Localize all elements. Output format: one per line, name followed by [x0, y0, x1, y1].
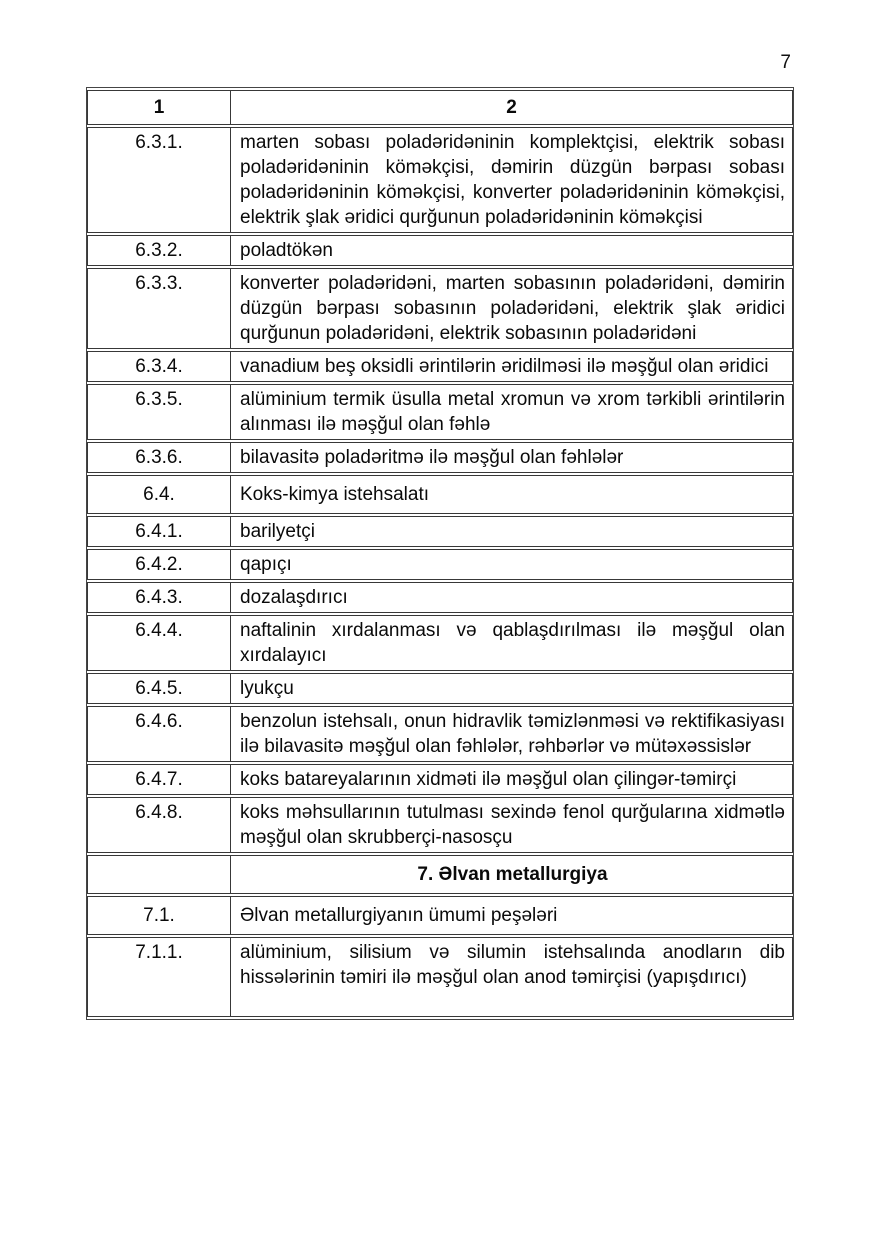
table-row — [87, 673, 793, 704]
row-text: alüminium termik üsulla metal xromun və xrom tərkibli ərintilərin alınması ilə məşğul olan fəhlə — [230, 384, 793, 440]
table-row — [87, 268, 793, 349]
table-row — [87, 384, 793, 440]
column-header-2: 2 — [230, 90, 793, 125]
table-row — [87, 896, 793, 935]
professions-table — [86, 87, 794, 1020]
column-header-1: 1 — [87, 90, 230, 125]
row-number: 6.4.4. — [87, 615, 230, 671]
table-row — [87, 549, 793, 580]
row-text: marten sobası poladəridəninin komplektçisi, elektrik sobası poladəridəninin köməkçisi, dəmirin düzgün bərpası sobası poladəridəninin köməkçisi, konverter poladəridəninin köməkçisi, elektrik şlak əridici qurğunun poladəridəninin köməkçisi — [230, 127, 793, 233]
table-row — [87, 516, 793, 547]
table-row — [87, 235, 793, 266]
row-text: barilyetçi — [230, 516, 793, 547]
row-number: 6.3.5. — [87, 384, 230, 440]
table-row — [87, 442, 793, 473]
row-text: naftalinin xırdalanması və qablaşdırılması ilə məşğul olan xırdalayıcı — [230, 615, 793, 671]
row-number: 6.4.2. — [87, 549, 230, 580]
page-number: 7 — [780, 52, 791, 73]
row-number: 6.4. — [87, 475, 230, 514]
table-row — [87, 937, 793, 1017]
row-text: dozalaşdırıcı — [230, 582, 793, 613]
table-row — [87, 797, 793, 853]
row-text: Əlvan metallurgiyanın ümumi peşələri — [230, 896, 793, 935]
row-number: 6.4.3. — [87, 582, 230, 613]
row-number: 6.3.1. — [87, 127, 230, 233]
table-row — [87, 764, 793, 795]
row-number: 6.3.6. — [87, 442, 230, 473]
section-header-row — [87, 855, 793, 894]
row-text: qapıçı — [230, 549, 793, 580]
section-title: 7. Əlvan metallurgiya — [230, 855, 793, 894]
table-row — [87, 475, 793, 514]
row-number: 7.1. — [87, 896, 230, 935]
table-row — [87, 706, 793, 762]
row-text: lyukçu — [230, 673, 793, 704]
row-text: koks batareyalarının xidməti ilə məşğul olan çilingər-təmirçi — [230, 764, 793, 795]
row-number: 6.3.3. — [87, 268, 230, 349]
table-row — [87, 351, 793, 382]
row-text: benzolun istehsalı, onun hidravlik təmizlənməsi və rektifikasiyası ilə bilavasitə məşğul olan fəhlələr, rəhbərlər və mütəxəssislər — [230, 706, 793, 762]
row-text: vanadiuм beş oksidli ərintilərin əridilməsi ilə məşğul olan əridici — [230, 351, 793, 382]
row-text: alüminium, silisium və silumin istehsalında anodların dib hissələrinin təmiri ilə məşğul olan anod təmirçisi (yapışdırıcı) — [230, 937, 793, 1017]
table-row — [87, 127, 793, 233]
row-number: 6.4.5. — [87, 673, 230, 704]
row-text: bilavasitə poladəritmə ilə məşğul olan fəhlələr — [230, 442, 793, 473]
row-text: Koks-kimya istehsalatı — [230, 475, 793, 514]
row-text: konverter poladəridəni, marten sobasının poladəridəni, dəmirin düzgün bərpası sobasının poladəridəni, elektrik şlak əridici qurğunun poladəridəni, elektrik sobasının poladəridəni — [230, 268, 793, 349]
row-number — [87, 855, 230, 894]
row-number: 6.4.7. — [87, 764, 230, 795]
row-text: koks məhsullarının tutulması sexində fenol qurğularına xidmətlə məşğul olan skrubberçi-nasosçu — [230, 797, 793, 853]
row-number: 6.4.6. — [87, 706, 230, 762]
row-number: 6.3.2. — [87, 235, 230, 266]
table-row — [87, 615, 793, 671]
row-number: 6.3.4. — [87, 351, 230, 382]
row-number: 6.4.1. — [87, 516, 230, 547]
table-header-row — [87, 90, 793, 125]
row-number: 7.1.1. — [87, 937, 230, 1017]
row-text: poladtökən — [230, 235, 793, 266]
table-row — [87, 582, 793, 613]
row-number: 6.4.8. — [87, 797, 230, 853]
